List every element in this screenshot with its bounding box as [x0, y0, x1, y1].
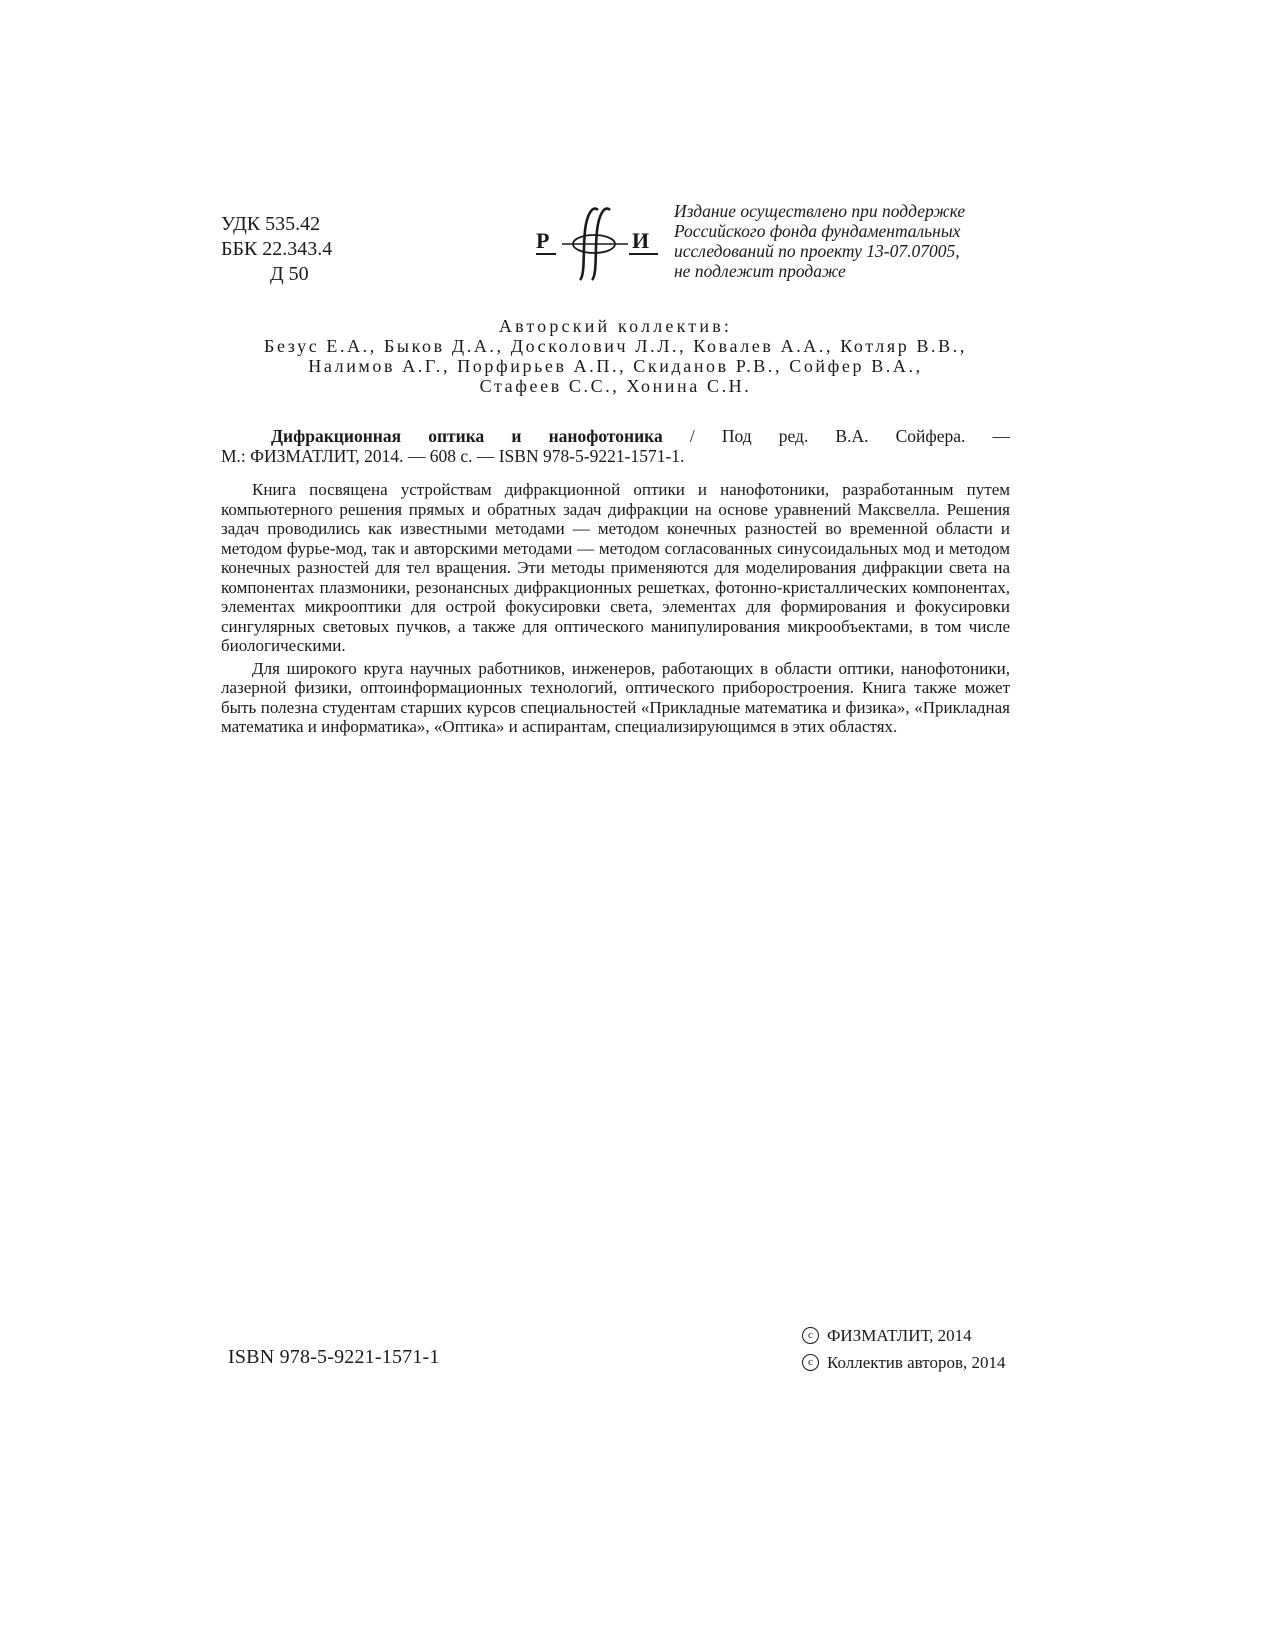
copyright-block	[802, 1322, 1006, 1376]
rffi-logo-icon	[536, 204, 660, 282]
citation-editor: / Под ред. В.А. Сойфера. —	[689, 426, 1011, 446]
copyright-line	[802, 1322, 1006, 1349]
udc-code: УДК 535.42	[221, 213, 321, 235]
copyright-holder: ФИЗМАТЛИТ, 2014	[827, 1326, 972, 1345]
support-note-line: исследований по проекту 13-07.07005,	[674, 241, 960, 261]
annotation-paragraph: Для широкого круга научных работников, инженеров, работающих в области оптики, нанофотоники, лазерной физики, оптоинформационных технологий, оптического приборостроения. Книга также может быть полезна студентам старших курсов специальностей «Прикладные математика и физика», «Прикладная математика и информатика», «Оптика» и аспирантам, специализирующимся в этих областях.	[221, 658, 1010, 736]
authors-heading: Авторский коллектив:	[498, 316, 733, 336]
bbk-code: ББК 22.343.4	[221, 238, 333, 260]
copyright-icon: c	[802, 1354, 819, 1371]
support-note-line: Издание осуществлено при поддержке	[674, 201, 966, 221]
support-note	[674, 201, 1014, 281]
authors-line: Налимов А.Г., Порфирьев А.П., Скиданов Р.В., Сойфер В.А.,	[308, 356, 923, 376]
author-collective	[221, 316, 1010, 396]
authors-line: Стафеев С.С., Хонина С.Н.	[479, 376, 752, 396]
annotation-paragraph: Книга посвящена устройствам дифракционной оптики и нанофотоники, разработанным путем компьютерного решения прямых и обратных задач дифракции на основе уравнений Максвелла. Решения задач проводились как известными методами — методом конечных разностей во временной области и методом фурье-мод, так и авторскими методами — методом согласованных синусоидальных мод и методом конечных разностей для тел вращения. Эти методы применяются для моделирования дифракции света на компонентах плазмоники, резонансных дифракционных решетках, фотонно-кристаллических компонентах, элементах микрооптики для острой фокусировки света, элементах для формирования и фокусировки сингулярных световых пучков, а также для оптического манипулирования микрообъектами, в том числе биологическими.	[221, 480, 1010, 655]
citation-line-1	[221, 426, 1010, 446]
copyright-line	[802, 1349, 1006, 1376]
logo-letter-r: Р	[536, 228, 550, 253]
author-mark: Д 50	[270, 263, 309, 285]
support-note-line: Российского фонда фундаментальных	[674, 221, 961, 241]
classification-codes	[221, 212, 332, 287]
citation-imprint: М.: ФИЗМАТЛИТ, 2014. — 608 с. — ISBN 978-5-9221-1571-1.	[221, 446, 685, 466]
logo-letter-i: И	[632, 228, 650, 253]
support-note-line: не подлежит продаже	[674, 261, 846, 281]
authors-line: Безус Е.А., Быков Д.А., Досколович Л.Л., Ковалев А.А., Котляр В.В.,	[264, 336, 967, 356]
isbn: ISBN 978-5-9221-1571-1	[228, 1346, 440, 1368]
bibliographic-citation	[221, 426, 1010, 466]
annotation	[221, 480, 1010, 740]
copyright-holder: Коллектив авторов, 2014	[827, 1353, 1006, 1372]
copyright-icon: c	[802, 1327, 819, 1344]
book-title: Дифракционная оптика и нанофотоника	[271, 426, 663, 446]
